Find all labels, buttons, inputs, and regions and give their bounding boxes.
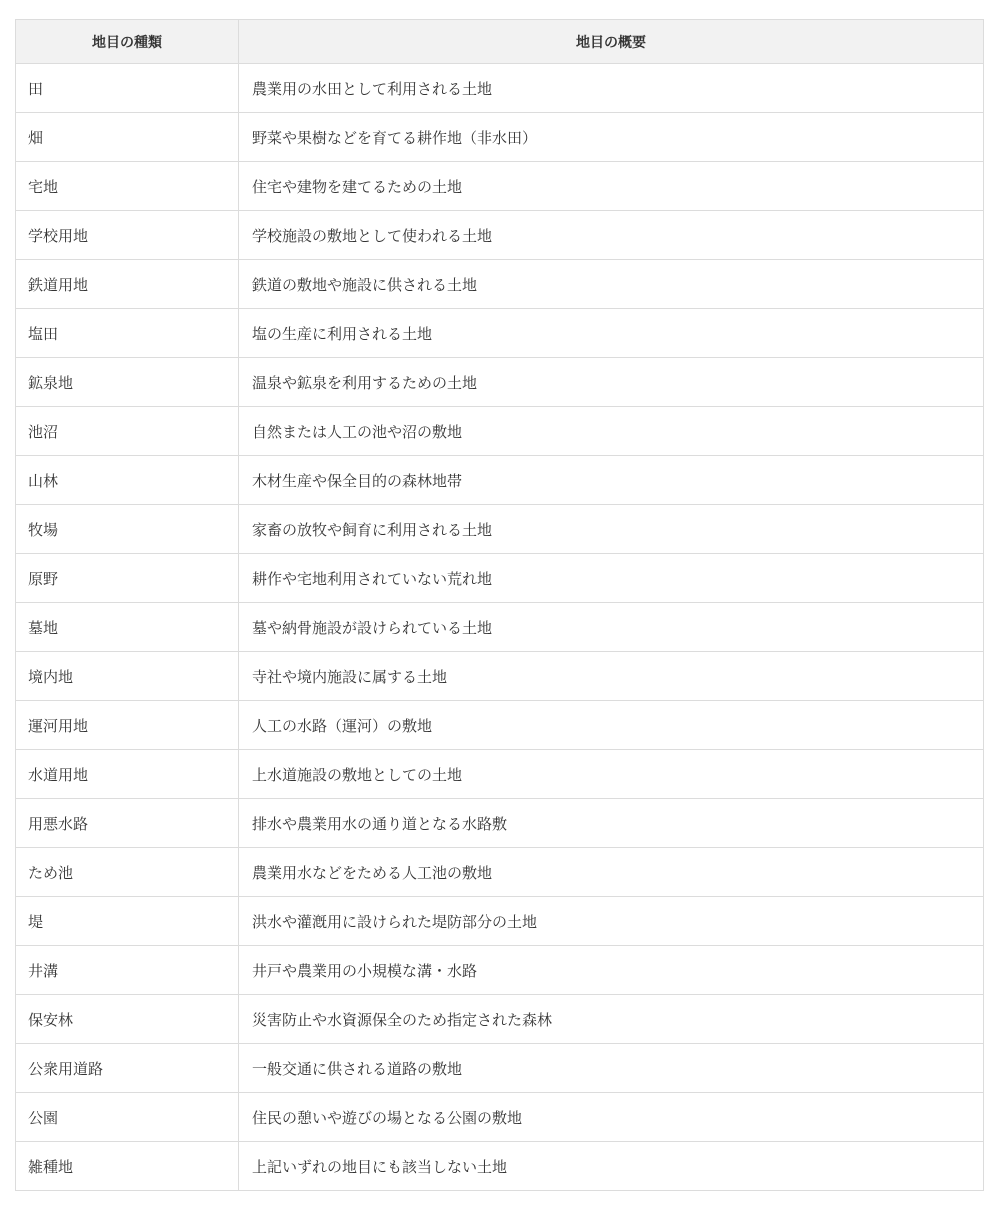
overview-cell: 木材生産や保全目的の森林地帯: [239, 456, 984, 505]
overview-cell: 災害防止や水資源保全のため指定された森林: [239, 995, 984, 1044]
category-cell: 原野: [16, 554, 239, 603]
table-row: [16, 407, 984, 456]
overview-cell: 自然または人工の池や沼の敷地: [239, 407, 984, 456]
table-row: [16, 260, 984, 309]
overview-cell: 耕作や宅地利用されていない荒れ地: [239, 554, 984, 603]
category-cell: ため池: [16, 848, 239, 897]
overview-cell: 洪水や灌漑用に設けられた堤防部分の土地: [239, 897, 984, 946]
column-header-category: 地目の種類: [16, 20, 239, 64]
table-row: [16, 505, 984, 554]
category-cell: 堤: [16, 897, 239, 946]
category-cell: 雑種地: [16, 1142, 239, 1191]
category-cell: 塩田: [16, 309, 239, 358]
table-row: [16, 1142, 984, 1191]
overview-cell: 家畜の放牧や飼育に利用される土地: [239, 505, 984, 554]
category-cell: 保安林: [16, 995, 239, 1044]
overview-cell: 寺社や境内施設に属する土地: [239, 652, 984, 701]
category-cell: 学校用地: [16, 211, 239, 260]
overview-cell: 住民の憩いや遊びの場となる公園の敷地: [239, 1093, 984, 1142]
table-row: [16, 456, 984, 505]
table-body: [16, 64, 984, 1191]
category-cell: 牧場: [16, 505, 239, 554]
category-cell: 田: [16, 64, 239, 113]
table-row: [16, 113, 984, 162]
overview-cell: 鉄道の敷地や施設に供される土地: [239, 260, 984, 309]
land-category-table-container: [15, 19, 983, 1191]
table-row: [16, 64, 984, 113]
overview-cell: 塩の生産に利用される土地: [239, 309, 984, 358]
table-row: [16, 358, 984, 407]
table-row: [16, 750, 984, 799]
table-header: [16, 20, 984, 64]
overview-cell: 人工の水路（運河）の敷地: [239, 701, 984, 750]
table-row: [16, 799, 984, 848]
overview-cell: 上水道施設の敷地としての土地: [239, 750, 984, 799]
category-cell: 山林: [16, 456, 239, 505]
category-cell: 運河用地: [16, 701, 239, 750]
category-cell: 宅地: [16, 162, 239, 211]
category-cell: 公園: [16, 1093, 239, 1142]
overview-cell: 一般交通に供される道路の敷地: [239, 1044, 984, 1093]
table-row: [16, 309, 984, 358]
category-cell: 鉱泉地: [16, 358, 239, 407]
table-row: [16, 162, 984, 211]
header-row: [16, 20, 984, 64]
category-cell: 公衆用道路: [16, 1044, 239, 1093]
table-row: [16, 1093, 984, 1142]
table-row: [16, 603, 984, 652]
overview-cell: 学校施設の敷地として使われる土地: [239, 211, 984, 260]
overview-cell: 野菜や果樹などを育てる耕作地（非水田）: [239, 113, 984, 162]
overview-cell: 墓や納骨施設が設けられている土地: [239, 603, 984, 652]
overview-cell: 井戸や農業用の小規模な溝・水路: [239, 946, 984, 995]
category-cell: 池沼: [16, 407, 239, 456]
category-cell: 井溝: [16, 946, 239, 995]
table-row: [16, 946, 984, 995]
table-row: [16, 652, 984, 701]
table-row: [16, 848, 984, 897]
table-row: [16, 211, 984, 260]
land-category-table: [15, 19, 984, 1191]
category-cell: 鉄道用地: [16, 260, 239, 309]
category-cell: 畑: [16, 113, 239, 162]
category-cell: 用悪水路: [16, 799, 239, 848]
overview-cell: 農業用水などをためる人工池の敷地: [239, 848, 984, 897]
table-row: [16, 897, 984, 946]
overview-cell: 農業用の水田として利用される土地: [239, 64, 984, 113]
category-cell: 墓地: [16, 603, 239, 652]
overview-cell: 上記いずれの地目にも該当しない土地: [239, 1142, 984, 1191]
overview-cell: 排水や農業用水の通り道となる水路敷: [239, 799, 984, 848]
category-cell: 水道用地: [16, 750, 239, 799]
table-row: [16, 701, 984, 750]
table-row: [16, 554, 984, 603]
table-row: [16, 995, 984, 1044]
table-row: [16, 1044, 984, 1093]
overview-cell: 温泉や鉱泉を利用するための土地: [239, 358, 984, 407]
category-cell: 境内地: [16, 652, 239, 701]
column-header-overview: 地目の概要: [239, 20, 984, 64]
overview-cell: 住宅や建物を建てるための土地: [239, 162, 984, 211]
